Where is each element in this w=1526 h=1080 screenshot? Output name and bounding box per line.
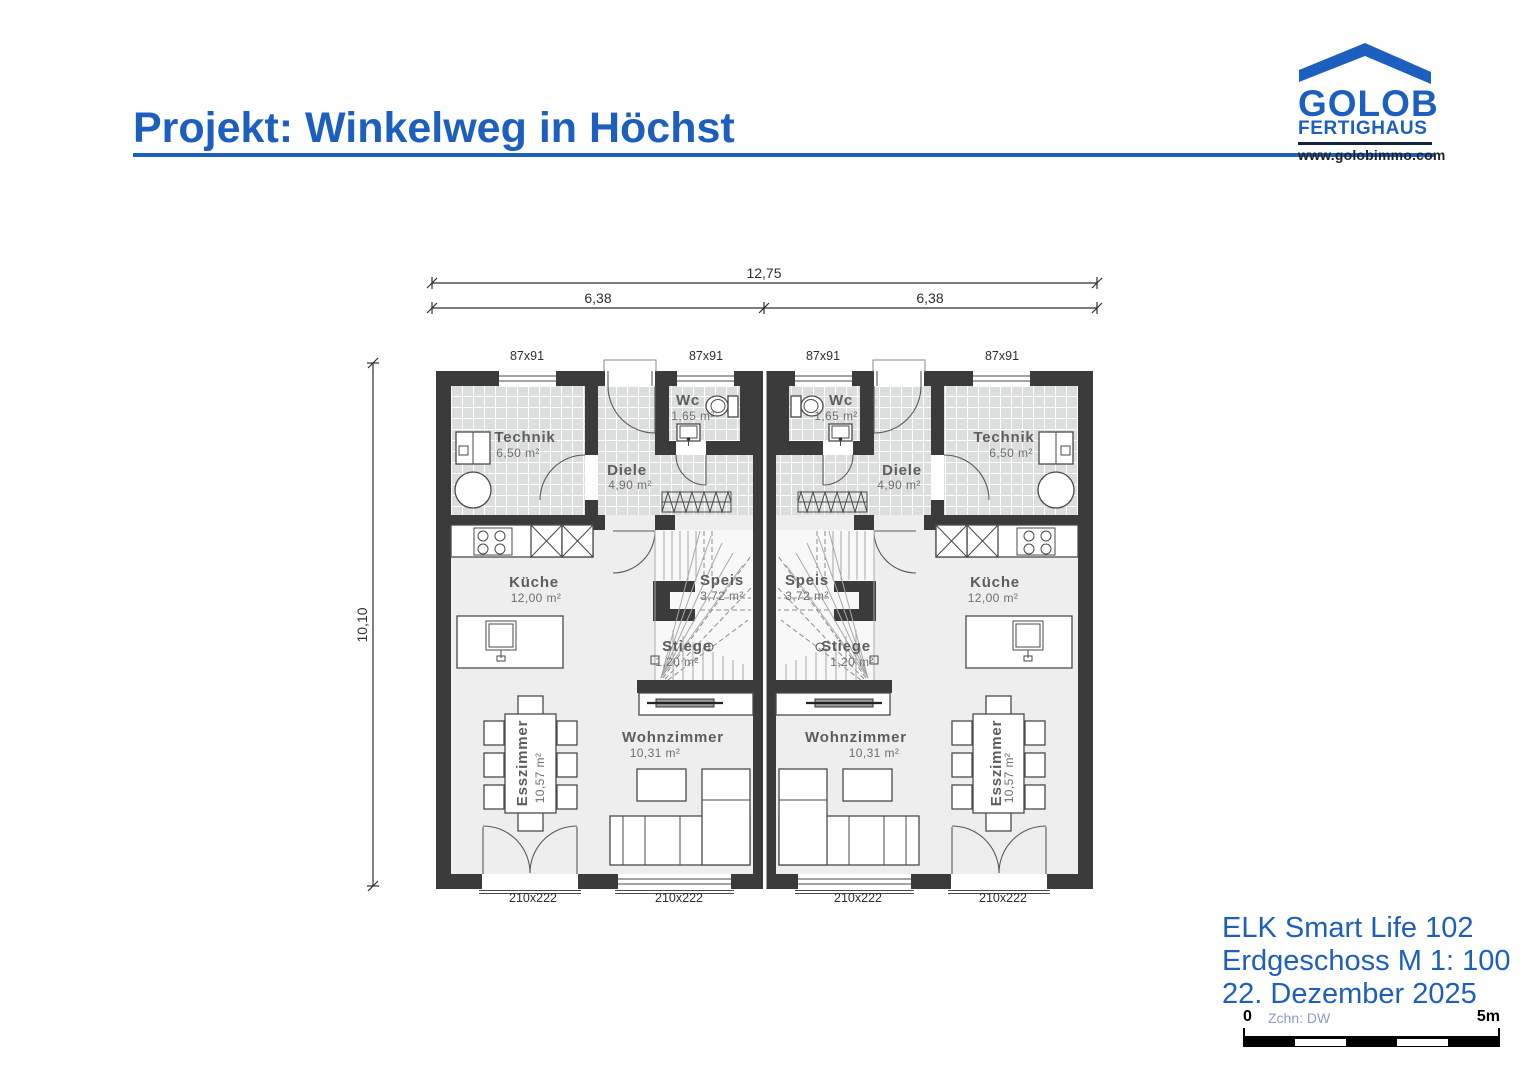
room-stiege-name-left: Stiege: [662, 638, 712, 655]
scale-zero-label: 0: [1243, 1008, 1252, 1025]
room-wc-area-left: 1,65 m²: [671, 409, 715, 423]
scale-segment: [1295, 1039, 1346, 1046]
room-kueche-area-right: 12,00 m²: [967, 591, 1019, 605]
room-speis-area-left: 3,72 m²: [700, 589, 744, 603]
room-stiege-area-left: 1,20 m²: [655, 655, 699, 669]
room-speis-area-right: 3,72 m²: [785, 589, 829, 603]
logo-website: www.golobimmo.com: [1298, 147, 1446, 163]
room-esszimmer-area-right: 10,57 m²: [1002, 752, 1016, 804]
room-diele-name-right: Diele: [882, 462, 922, 479]
logo-divider: [1298, 142, 1432, 145]
room-wc-area-right: 1,65 m²: [814, 409, 858, 423]
scale-segment: [1448, 1039, 1499, 1046]
scale-bar-baseline: [1243, 1028, 1500, 1038]
room-stiege-name-right: Stiege: [821, 638, 871, 655]
room-wc-name-left: Wc: [675, 392, 701, 409]
room-diele-area-left: 4,90 m²: [608, 478, 652, 492]
drawn-by-label: Zchn: DW: [1268, 1010, 1331, 1026]
door-label-1: 210x222: [509, 891, 557, 905]
room-diele-name-left: Diele: [607, 462, 647, 479]
scale-max-label: 5m: [1476, 1008, 1500, 1025]
room-kueche-name-left: Küche: [509, 574, 559, 591]
titleblock-model: ELK Smart Life 102: [1222, 912, 1474, 944]
room-wc-name-right: Wc: [828, 392, 854, 409]
scale-bar: [1243, 1008, 1500, 1047]
scale-segment: [1397, 1039, 1448, 1046]
scale-bar-segments: [1243, 1038, 1500, 1047]
logo-roof-icon: [1298, 28, 1434, 86]
coffee-table: [637, 769, 686, 801]
scale-segment: [1346, 1039, 1397, 1046]
tv-sideboard: [639, 693, 753, 715]
room-wohnzimmer-name-left: Wohnzimmer: [622, 729, 724, 746]
scale-tick-left: [1243, 1028, 1245, 1036]
dim-total-width: 12,75: [746, 265, 782, 281]
window-label-4: 87x91: [984, 349, 1020, 363]
room-stiege-area-right: 1,20 m²: [830, 655, 874, 669]
scale-segment: [1244, 1039, 1295, 1046]
logo-name: GOLOB: [1298, 83, 1439, 124]
titleblock-floor-scale: Erdgeschoss M 1: 100: [1222, 945, 1511, 977]
kitchen-island: [457, 616, 563, 668]
floor-plan: [330, 250, 1110, 910]
titleblock-date: 22. Dezember 2025: [1222, 978, 1477, 1010]
room-diele-area-right: 4,90 m²: [877, 478, 921, 492]
page-title: Projekt: Winkelweg in Höchst: [133, 104, 735, 152]
room-technik-name-left: Technik: [494, 429, 556, 446]
room-wohnzimmer-area-right: 10,31 m²: [848, 746, 900, 760]
room-speis-name-right: Speis: [784, 572, 830, 589]
door-label-4: 210x222: [979, 891, 1027, 905]
room-technik-area-left: 6,50 m²: [496, 446, 540, 460]
window-label-3: 87x91: [805, 349, 841, 363]
dim-right-half: 6,38: [916, 290, 944, 306]
window-label-2: 87x91: [688, 349, 724, 363]
room-wohnzimmer-name-right: Wohnzimmer: [805, 729, 907, 746]
party-wall-gap: [763, 371, 767, 889]
drawing-titleblock: [1222, 912, 1511, 1011]
room-esszimmer-name-left: Esszimmer: [514, 719, 531, 807]
window-label-1: 87x91: [509, 349, 545, 363]
room-esszimmer-name-right: Esszimmer: [988, 719, 1005, 807]
logo-subtitle: FERTIGHAUS: [1298, 118, 1428, 139]
company-logo: [1298, 28, 1446, 163]
room-wohnzimmer-area-left: 10,31 m²: [629, 746, 681, 760]
dim-depth: 10,10: [354, 607, 370, 643]
door-label-3: 210x222: [834, 891, 882, 905]
room-esszimmer-area-left: 10,57 m²: [533, 752, 547, 804]
room-technik-name-right: Technik: [973, 429, 1035, 446]
scale-tick-right: [1498, 1028, 1500, 1036]
dim-left-half: 6,38: [584, 290, 612, 306]
room-speis-name-left: Speis: [699, 572, 745, 589]
title-underline: [133, 153, 1434, 157]
room-kueche-area-left: 12,00 m²: [510, 591, 562, 605]
room-kueche-name-right: Küche: [970, 574, 1020, 591]
room-technik-area-right: 6,50 m²: [989, 446, 1033, 460]
kitchen-counter: [451, 525, 593, 557]
door-label-2: 210x222: [655, 891, 703, 905]
